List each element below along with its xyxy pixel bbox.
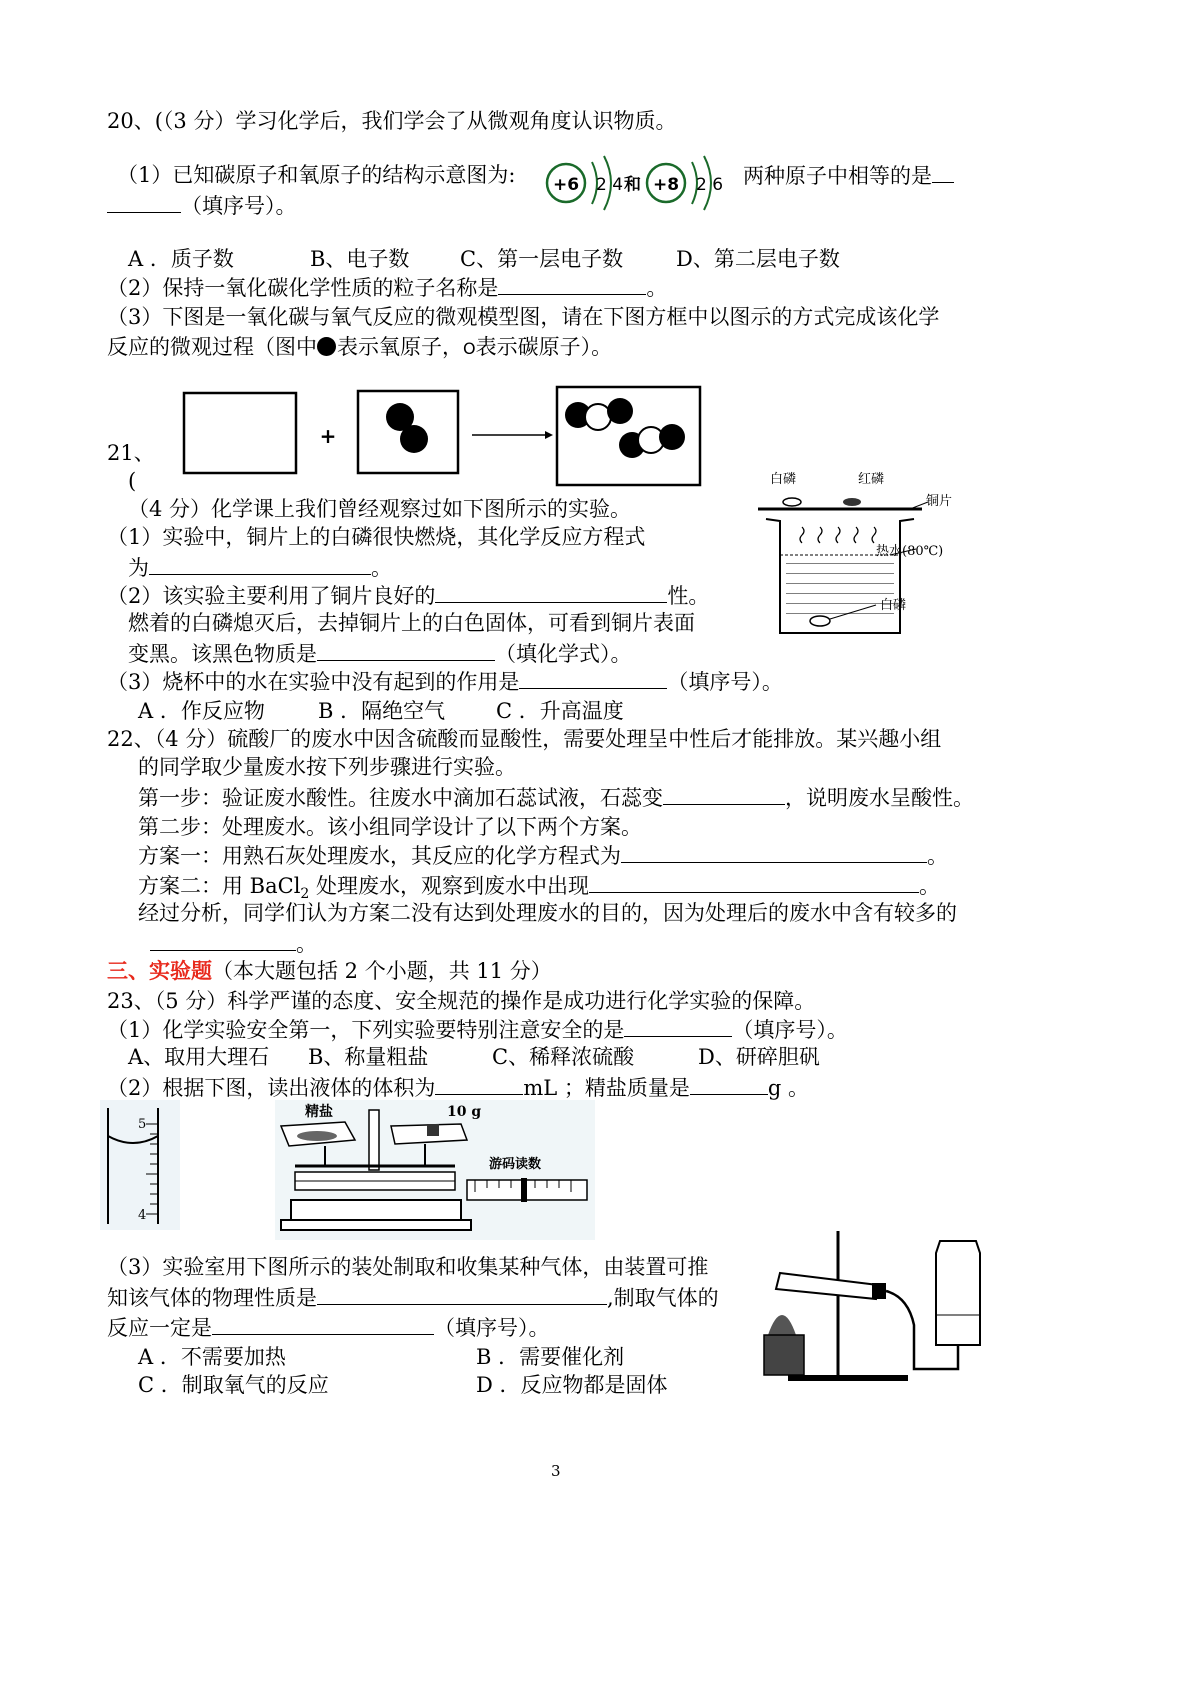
atom-joiner-label: 和 <box>624 175 641 195</box>
oxygen-atom-legend-icon <box>317 337 336 356</box>
q21-part2 <box>107 580 709 611</box>
q22-plan1 <box>138 840 948 871</box>
q20-part1-fill-hint: （填序号）。 <box>181 194 297 218</box>
q21-part1-end: 。 <box>371 556 392 580</box>
reaction-model-diagram <box>180 385 710 495</box>
q21-part2-line3-hint: （填化学式）。 <box>495 642 632 666</box>
q20-part3-text-a: 反应的微观过程（图中 <box>107 335 317 359</box>
alcohol-lamp-icon <box>764 1315 804 1375</box>
graduated-cylinder-figure <box>100 1100 180 1230</box>
oxygen-shells-label: 2 6 <box>696 175 724 195</box>
oxygen-atom-icon <box>647 156 723 210</box>
label-white-phosphorus: 白磷 <box>770 472 797 487</box>
q23-part3-line3 <box>107 1312 550 1343</box>
q20-part1-lead: （1）已知碳原子和氧原子的结构示意图为: <box>117 163 516 187</box>
q22-step1-end: ，说明废水呈酸性。 <box>785 786 974 810</box>
q21-part2-line2: 燃着的白磷熄灭后，去掉铜片上的白色固体，可看到铜片表面 <box>128 611 695 635</box>
q23-option-b: B、称量粗盐 <box>308 1045 429 1069</box>
q20-blank1b[interactable] <box>107 190 181 213</box>
q20-options <box>128 244 840 274</box>
q21-part2-line3 <box>128 638 632 669</box>
q21-blank3[interactable] <box>317 638 495 661</box>
q23-part3-text-a: 知该气体的物理性质是 <box>107 1286 317 1310</box>
q20-blank1a[interactable] <box>932 160 954 183</box>
q21-number: 21、 <box>107 441 155 465</box>
q23-part3-line1: （3）实验室用下图所示的装处制取和收集某种气体，由装置可推 <box>107 1255 709 1279</box>
q23-blank1[interactable] <box>624 1014 732 1037</box>
q23-title: 23、（5 分）科学严谨的态度、安全规范的操作是成功进行化学实验的保障。 <box>107 989 816 1013</box>
q20-option-d: D、第二层电子数 <box>676 247 840 271</box>
q22-step1 <box>138 782 974 813</box>
q23-options <box>128 1042 820 1072</box>
q21-part3-hint: （填序号）。 <box>667 670 783 694</box>
q21-options <box>138 696 624 726</box>
q23-option-c: C、稀释浓硫酸 <box>492 1045 635 1069</box>
label-copper-plate: 铜片 <box>926 494 953 509</box>
q22-analysis: 经过分析，同学们认为方案二没有达到处理废水的目的，因为处理后的废水中含有较多的 <box>138 901 957 925</box>
phosphorus-beaker-figure <box>740 455 970 645</box>
oxygen-atom-icon <box>400 425 428 453</box>
plus-sign: + <box>319 424 337 448</box>
q22-plan1-end: 。 <box>927 844 948 868</box>
q22-blank4[interactable] <box>150 928 296 951</box>
label-hot-water: 热水(80℃) <box>876 544 944 559</box>
q23-option-d: D、研碎胆矾 <box>698 1045 820 1069</box>
q21-part3 <box>107 666 783 697</box>
label-weight: 10 g <box>447 1104 482 1120</box>
q22-plan2-text-a: 方案二：用 BaCl <box>138 874 301 898</box>
q22-line2: 的同学取少量废水按下列步骤进行实验。 <box>138 755 516 779</box>
q22-plan2-text-b: 处理废水，观察到废水中出现 <box>309 874 590 898</box>
white-phosphorus-icon <box>783 498 801 506</box>
answer-box <box>184 393 296 473</box>
q21-part2-end: 性。 <box>667 584 710 608</box>
q20-part3-text-c: 表示碳原子）。 <box>475 335 613 359</box>
q20-option-a: A ．质子数 <box>128 247 234 271</box>
q22-plan2-end: 。 <box>919 874 941 898</box>
q23-part3-options-row1 <box>138 1342 624 1372</box>
salt-pile-icon <box>297 1131 337 1141</box>
stopper-icon <box>872 1283 886 1299</box>
q23-part2-text-a: （2）根据下图，读出液体的体积为 <box>107 1076 436 1100</box>
test-tube-icon <box>776 1273 878 1299</box>
q23-part3-text-c: 反应一定是 <box>107 1316 212 1340</box>
q22-analysis-line2 <box>150 928 317 959</box>
q23-blank2[interactable] <box>435 1072 523 1095</box>
q21-blank1[interactable] <box>149 552 371 575</box>
carbon-atom-icon <box>547 156 623 210</box>
q21-part3-text: （3）烧杯中的水在实验中没有起到的作用是 <box>107 670 520 694</box>
q23-part3-line2 <box>107 1282 719 1313</box>
steam-icon <box>800 527 876 543</box>
q20-title: 20、(（3 分）学习化学后，我们学会了从微观角度认识物质。 <box>107 109 677 133</box>
q23-part2-text-c: g 。 <box>767 1076 810 1100</box>
cylinder-label-top: 5 <box>138 1117 147 1132</box>
q20-part1-line2 <box>107 190 297 221</box>
gas-apparatus-figure <box>758 1225 998 1395</box>
q21-blank4[interactable] <box>519 666 667 689</box>
atom-structure-diagram <box>540 150 730 220</box>
q23-part3-option-c: C ．制取氧气的反应 <box>138 1373 329 1397</box>
q23-part3-hint: （填序号）。 <box>434 1316 550 1340</box>
q21-part2-line3-text: 变黑。该黑色物质是 <box>128 642 317 666</box>
q22-blank3[interactable] <box>589 870 919 893</box>
label-refined-salt: 精盐 <box>305 1104 333 1120</box>
gas-jar-icon <box>936 1241 980 1345</box>
balance-base-icon <box>291 1200 461 1220</box>
oxygen-nucleus-label: +8 <box>652 175 680 195</box>
q23-part3-options-row2 <box>138 1370 668 1400</box>
q21-part1-line2 <box>128 552 392 583</box>
q21-option-b: B ．隔绝空气 <box>318 699 446 723</box>
q23-part1 <box>107 1014 848 1045</box>
q23-part1-text: （1）化学实验安全第一，下列实验要特别注意安全的是 <box>107 1018 625 1042</box>
label-red-phosphorus: 红磷 <box>858 472 885 487</box>
section3-title: 三、实验题 <box>107 958 212 983</box>
q22-blank1[interactable] <box>663 782 785 805</box>
label-rider-reading: 游码读数 <box>489 1157 542 1172</box>
q23-part3-option-b: B ．需要催化剂 <box>476 1345 625 1369</box>
q23-part2 <box>107 1072 809 1103</box>
label-white-phosphorus-2: 白磷 <box>880 598 907 613</box>
cylinder-label-bottom: 4 <box>138 1208 147 1223</box>
q21-blank2[interactable] <box>435 580 667 603</box>
red-phosphorus-icon <box>843 498 861 506</box>
q20-part1-question: 两种原子中相等的是 <box>743 164 932 188</box>
balance-figure <box>275 1100 595 1240</box>
q20-part2-end: 。 <box>646 276 668 300</box>
weight-icon <box>427 1124 439 1136</box>
section3-heading <box>107 956 552 986</box>
q21-part1: （1）实验中，铜片上的白磷很快燃烧，其化学反应方程式 <box>107 525 646 549</box>
q21-option-a: A ．作反应物 <box>138 699 265 723</box>
q23-blank3[interactable] <box>690 1072 768 1095</box>
hot-water-pattern <box>786 563 894 614</box>
q22-plan1-text: 方案一：用熟石灰处理废水，其反应的化学方程式为 <box>138 844 621 868</box>
q20-part3-line1: （3）下图是一氧化碳与氧气反应的微观模型图，请在下图方框中以图示的方式完成该化学 <box>107 305 940 329</box>
q21-part2-text: （2）该实验主要利用了铜片良好的 <box>107 584 436 608</box>
q22-step1-text: 第一步：验证废水酸性。往废水中滴加石蕊试液，石蕊变 <box>138 786 663 810</box>
q22-title: 22、（4 分）硫酸厂的废水中因含硫酸而显酸性，需要处理呈中性后才能排放。某兴趣小组 <box>107 727 942 751</box>
q20-part1-text <box>117 160 515 190</box>
carbon-shells-label: 2 4 <box>596 175 624 195</box>
q21-option-c: C ．升高温度 <box>496 699 624 723</box>
section3-desc: （本大题包括 2 个小题，共 11 分） <box>212 959 552 983</box>
q20-part1-ask <box>743 160 954 191</box>
q21-paren: ( <box>128 469 137 493</box>
q23-part3-option-d: D ．反应物都是固体 <box>476 1373 668 1397</box>
q22-analysis-end: 。 <box>296 932 317 956</box>
q23-part1-hint: （填序号）。 <box>732 1018 848 1042</box>
q20-part3-text-b: 表示氧原子， <box>337 335 463 359</box>
q22-step2: 第二步：处理废水。该小组同学设计了以下两个方案。 <box>138 815 642 839</box>
carbon-nucleus-label: +6 <box>552 175 580 195</box>
rider-icon <box>521 1178 527 1202</box>
q22-blank2[interactable] <box>621 840 927 863</box>
q23-blank4[interactable] <box>317 1282 607 1305</box>
q20-option-b: B、电子数 <box>310 247 410 271</box>
q20-part2-text: （2）保持一氧化碳化学性质的粒子名称是 <box>107 276 499 300</box>
submerged-white-phosphorus-icon <box>810 616 830 626</box>
q21-part1-prefix: 为 <box>128 556 149 580</box>
q22-plan2-subscript: 2 <box>300 886 310 903</box>
q23-part2-text-b: mL ；精盐质量是 <box>523 1076 690 1100</box>
q21-title: （4 分）化学课上我们曾经观察过如下图所示的实验。 <box>128 497 632 521</box>
q23-blank5[interactable] <box>212 1312 434 1335</box>
balance-pointer-icon <box>369 1110 379 1170</box>
q20-option-c: C、第一层电子数 <box>460 247 624 271</box>
q23-part3-text-b: ,制取气体的 <box>607 1286 719 1310</box>
carbon-atom-legend-icon: O <box>463 339 476 358</box>
q23-option-a: A、取用大理石 <box>128 1045 270 1069</box>
page-number: 3 <box>551 1462 561 1480</box>
q23-part3-option-a: A ．不需要加热 <box>138 1345 286 1369</box>
q20-part2 <box>107 272 667 303</box>
q20-blank2[interactable] <box>498 272 646 295</box>
q20-part3-line2 <box>107 332 612 364</box>
